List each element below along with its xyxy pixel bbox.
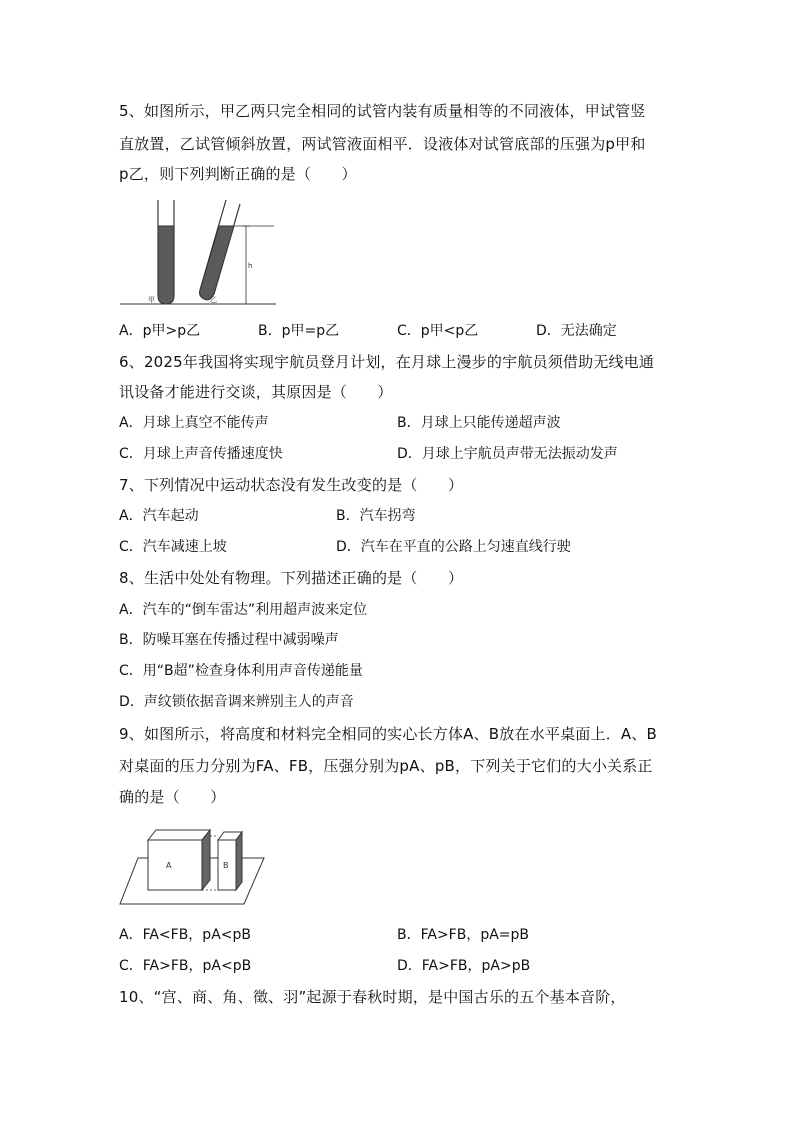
q6-stem-line1: 6、2025年我国将实现宇航员登月计划，在月球上漫步的宇航员须借助无线电通	[119, 353, 655, 371]
q9-figure-label-a: A	[166, 861, 172, 870]
q8-option-a[interactable]: A．汽车的“倒车雷达”利用超声波来定位	[119, 602, 368, 618]
q9-option-d[interactable]: D．FA>FB，pA>pB	[397, 958, 531, 974]
q8-stem-line1: 8、生活中处处有物理。下列描述正确的是（ ）	[119, 569, 464, 587]
q7-option-a[interactable]: A．汽车起动	[119, 508, 199, 524]
q5-option-c[interactable]: C．p甲<p乙	[397, 323, 479, 339]
q5-test-tube-figure	[118, 198, 278, 308]
q9-stem-line2: 对桌面的压力分别为FA、FB，压强分别为pA、pB，下列关于它们的大小关系正	[119, 757, 653, 775]
q8-option-b[interactable]: B．防噪耳塞在传播过程中减弱噪声	[119, 632, 339, 648]
q5-option-b[interactable]: B．p甲=p乙	[258, 323, 340, 339]
q7-option-d[interactable]: D．汽车在平直的公路上匀速直线行驶	[336, 539, 571, 555]
q9-option-c[interactable]: C．FA>FB，pA<pB	[119, 958, 252, 974]
q6-option-a[interactable]: A．月球上真空不能传声	[119, 415, 269, 431]
q8-option-d[interactable]: D．声纹锁依据音调来辨别主人的声音	[119, 694, 354, 710]
q5-stem-line1: 5、如图所示，甲乙两只完全相同的试管内装有质量相等的不同液体，甲试管竖	[119, 102, 646, 120]
q9-option-a[interactable]: A．FA<FB，pA<pB	[119, 927, 251, 943]
q6-option-b[interactable]: B．月球上只能传递超声波	[397, 415, 561, 431]
q6-option-c[interactable]: C．月球上声音传播速度快	[119, 446, 283, 462]
q9-stem-line1: 9、如图所示，将高度和材料完全相同的实心长方体A、B放在水平桌面上．A、B	[119, 725, 658, 743]
q5-stem-line3: p乙，则下列判断正确的是（ ）	[119, 165, 357, 183]
q5-figure-label-h: h	[248, 262, 253, 270]
q5-figure-label-yi: 乙	[210, 296, 217, 304]
q7-option-b[interactable]: B．汽车拐弯	[336, 508, 416, 524]
q5-option-d[interactable]: D．无法确定	[536, 323, 617, 339]
q7-stem-line1: 7、下列情况中运动状态没有发生改变的是（ ）	[119, 476, 464, 494]
q5-stem-line2: 直放置，乙试管倾斜放置，两试管液面相平．设液体对试管底部的压强为p甲和	[119, 135, 646, 153]
q9-stem-line3: 确的是（ ）	[119, 788, 226, 806]
q9-option-b[interactable]: B．FA>FB，pA=pB	[397, 927, 530, 943]
q8-option-c[interactable]: C．用“B超”检查身体利用声音传递能量	[119, 663, 363, 679]
q9-figure-label-b: B	[223, 861, 229, 870]
q5-option-a[interactable]: A．p甲>p乙	[119, 323, 201, 339]
q6-stem-line2: 讯设备才能进行交谈，其原因是（ ）	[119, 383, 393, 401]
q7-option-c[interactable]: C．汽车减速上坡	[119, 539, 227, 555]
q5-figure-label-jia: 甲	[148, 296, 155, 304]
q9-blocks-figure	[118, 826, 268, 908]
q10-stem-line1: 10、“宫、商、角、徵、羽”起源于春秋时期，是中国古乐的五个基本音阶，	[119, 988, 626, 1006]
q6-option-d[interactable]: D．月球上宇航员声带无法振动发声	[397, 446, 618, 462]
